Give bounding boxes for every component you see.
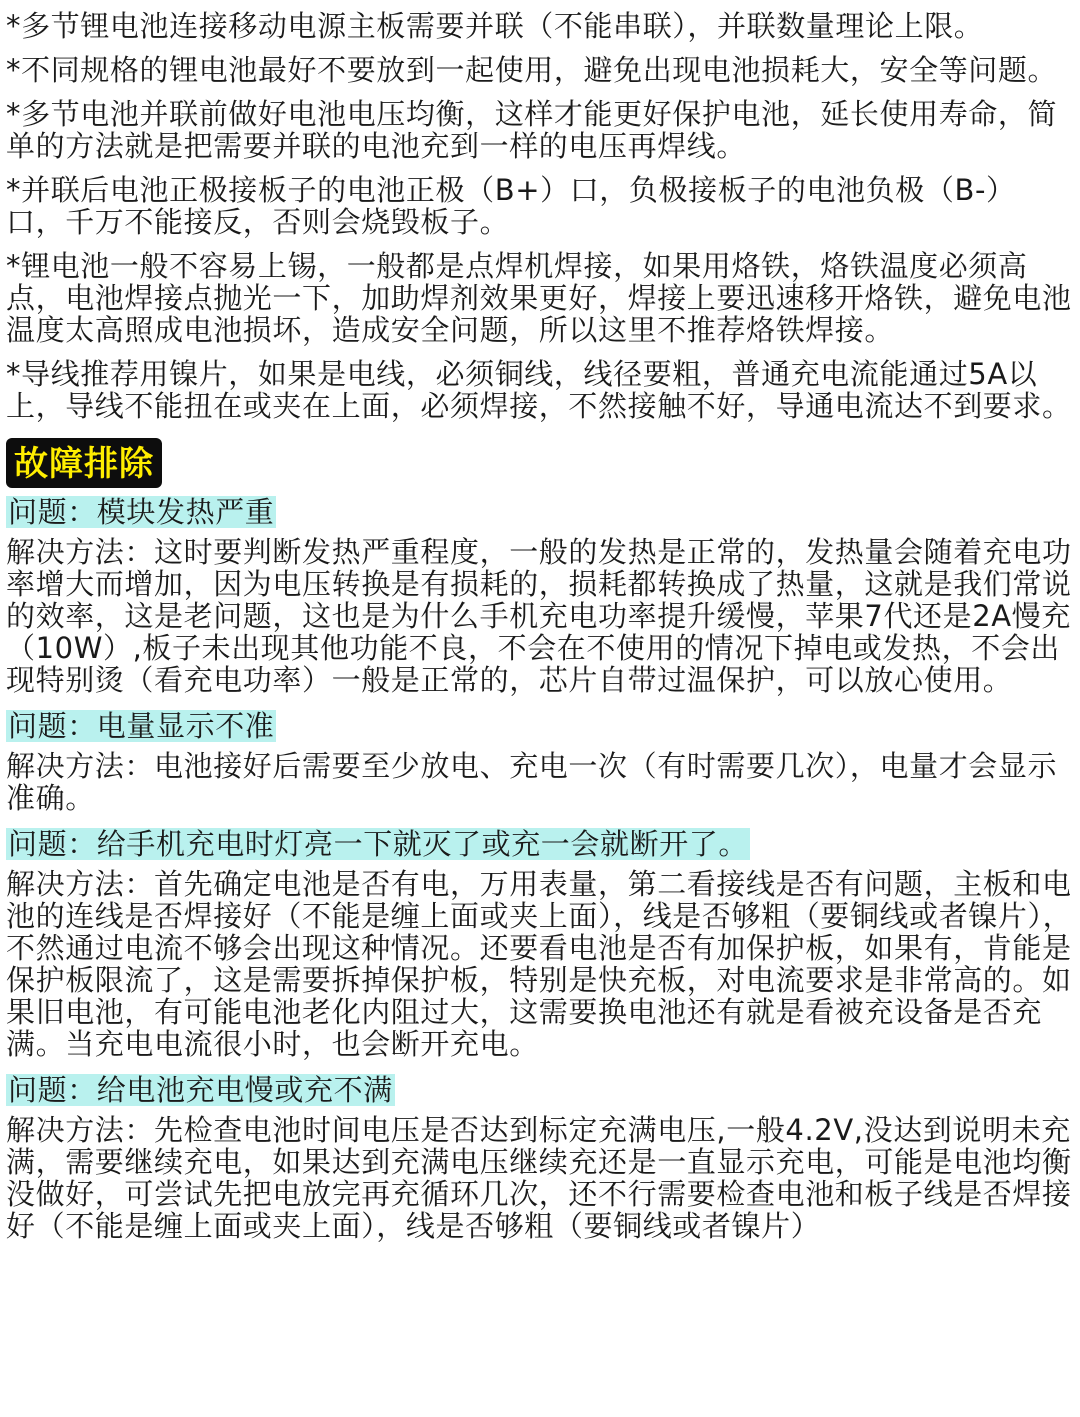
note-paragraph: *多节电池并联前做好电池电压均衡，这样才能更好保护电池，延长使用寿命，简单的方法就是把需要并联的电池充到一样的电压再焊线。 [6, 97, 1058, 163]
faq-item [0, 1066, 1080, 1242]
note-paragraph: *并联后电池正极接板子的电池正极（B+）口，负极接板子的电池负极（B-）口，千万不能接反，否则会烧毁板子。 [6, 173, 1016, 239]
problem-label: 问题：模块发热严重 [8, 495, 275, 529]
section-heading: 故障排除 [6, 438, 162, 488]
solution-text: 解决方法：这时要判断发热严重程度，一般的发热是正常的，发热量会随着充电功率增大而增加，因为电压转换是有损耗的，损耗都转换成了热量，这就是我们常说的效率，这是老问题，这也是为什么手机充电功率提升缓慢，苹果7代还是2A慢充（10W）,板子未出现其他功能不良，不会在不使用的情况下掉电或发热，不会出现特别烫（看充电功率）一般是正常的，芯片自带过温保护，可以放心使用。 [6, 535, 1072, 697]
solution-text: 解决方法：电池接好后需要至少放电、充电一次（有时需要几次），电量才会显示准确。 [6, 749, 1058, 815]
solution-text: 解决方法：首先确定电池是否有电，万用表量，第二看接线是否有问题，主板和电池的连线是否焊接好（不能是缠上面或夹上面），线是否够粗（要铜线或者镍片），不然通过电流不够会出现这种情况。还要看电池是否有加保护板，如果有，肯能是保护板限流了，这是需要拆掉保护板，特别是快充板，对电流要求是非常高的。如果旧电池，有可能电池老化内阻过大，这需要换电池还有就是看被充设备是否充满。当充电电流很小时，也会断开充电。 [6, 867, 1073, 1061]
faq-item [0, 488, 1080, 696]
note-paragraph: *锂电池一般不容易上锡，一般都是点焊机焊接，如果用烙铁，烙铁温度必须高点，电池焊接点抛光一下，加助焊剂效果更好，焊接上要迅速移开烙铁，避免电池温度太高照成电池损坏，造成安全问题，所以这里不推荐烙铁焊接。 [6, 249, 1072, 347]
solution-text: 解决方法：先检查电池时间电压是否达到标定充满电压,一般4.2V,没达到说明未充满，需要继续充电，如果达到充满电压继续充还是一直显示充电，可能是电池均衡没做好，可尝试先把电放完再充循环几次，还不行需要检查电池和板子线是否焊接好（不能是缠上面或夹上面），线是否够粗（要铜线或者镍片） [6, 1113, 1072, 1243]
problem-label: 问题：给手机充电时灯亮一下就灭了或充一会就断开了。 [8, 827, 749, 861]
note-paragraph: *多节锂电池连接移动电源主板需要并联（不能串联），并联数量理论上限。 [6, 9, 984, 43]
note-paragraph: *不同规格的锂电池最好不要放到一起使用，避免出现电池损耗大，安全等问题。 [6, 53, 1058, 87]
notes-list [0, 10, 1080, 422]
faq-item [0, 820, 1080, 1060]
faq-item [0, 702, 1080, 814]
note-paragraph: *导线推荐用镍片，如果是电线，必须铜线，线径要粗，普通充电流能通过5A以上，导线不能扭在或夹在上面，必须焊接，不然接触不好，导通电流达不到要求。 [6, 357, 1072, 423]
problem-label: 问题：电量显示不准 [8, 709, 275, 743]
problem-label: 问题：给电池充电慢或充不满 [8, 1073, 393, 1107]
troubleshooting-section [0, 434, 1080, 1242]
